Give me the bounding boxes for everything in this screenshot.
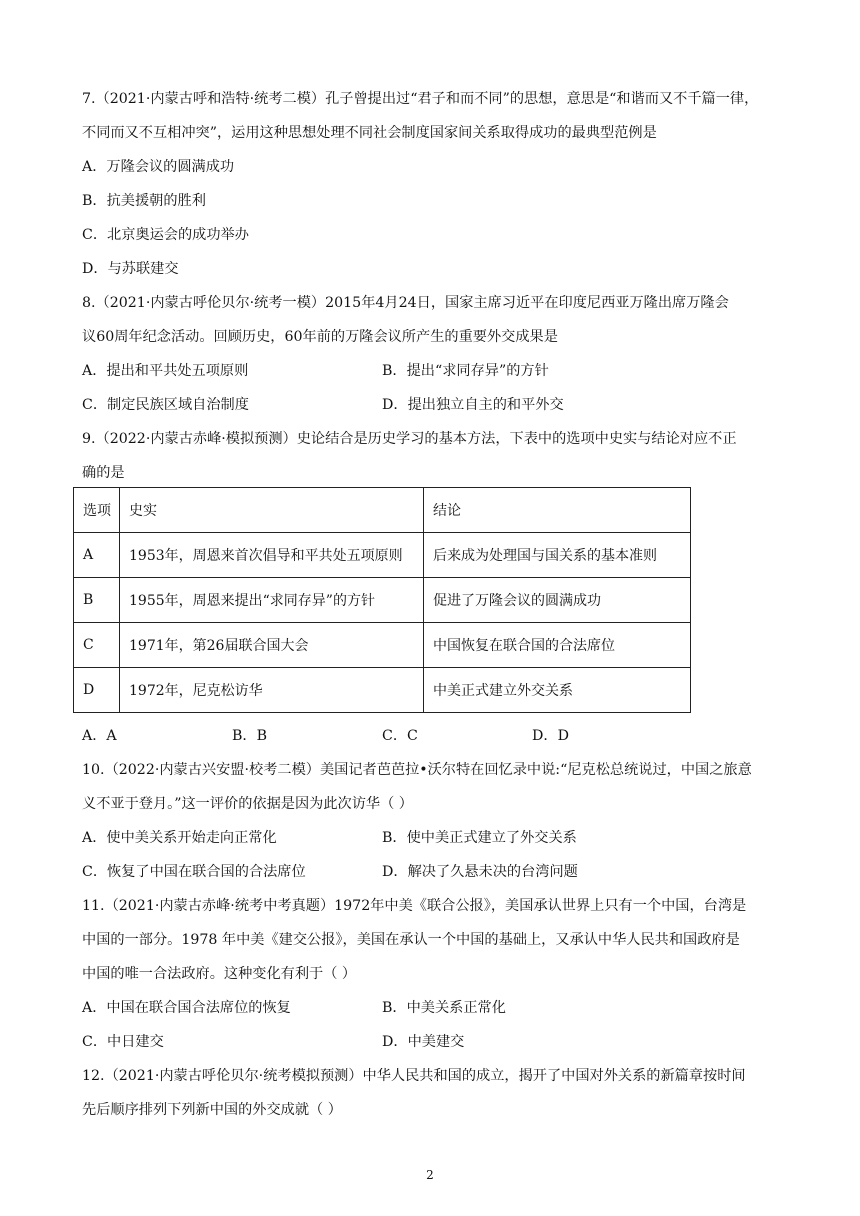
table-cell: A (74, 533, 120, 578)
q7-option-c: C．北京奥运会的成功举办 (82, 227, 249, 243)
table-header-cell: 选项 (74, 488, 120, 533)
q9-facts-table (73, 487, 691, 713)
table-header-cell: 结论 (424, 488, 691, 533)
q10-option-d: D．解决了久悬未决的台湾问题 (382, 864, 578, 880)
q7-stem-line2: 不同而又不互相冲突”，运用这种思想处理不同社会制度国家间关系取得成功的最典型范例是 (82, 125, 657, 141)
q8-stem-line1: 8.（2021·内蒙古呼伦贝尔·统考一模）2015年4月24日，国家主席习近平在印度尼西亚万隆出席万隆会 (82, 295, 729, 311)
table-row (74, 623, 691, 668)
q11-stem-line1: 11.（2021·内蒙古赤峰·统考中考真题）1972年中美《联合公报》，美国承认世界上只有一个中国，台湾是 (82, 898, 747, 914)
q8-option-b: B．提出“求同存异”的方针 (382, 363, 549, 379)
table-cell: 1972年，尼克松访华 (120, 668, 424, 713)
q8-option-d: D．提出独立自主的和平外交 (382, 397, 564, 413)
q7-option-a: A．万隆会议的圆满成功 (82, 159, 235, 175)
q10-option-b: B．使中美正式建立了外交关系 (382, 830, 577, 846)
q9-option-d: D．D (532, 728, 569, 744)
q11-stem-line3: 中国的唯一合法政府。这种变化有利于（ ） (82, 966, 357, 982)
table-row (74, 578, 691, 623)
table-cell: 促进了万隆会议的圆满成功 (424, 578, 691, 623)
table-cell: 1971年，第26届联合国大会 (120, 623, 424, 668)
q7-option-b: B．抗美援朝的胜利 (82, 193, 206, 209)
q11-option-d: D．中美建交 (382, 1034, 465, 1050)
table-cell: 中美正式建立外交关系 (424, 668, 691, 713)
q9-stem-line2: 确的是 (82, 465, 125, 481)
q10-option-a: A．使中美关系开始走向正常化 (82, 830, 277, 846)
table-header-row (74, 488, 691, 533)
q11-option-b: B．中美关系正常化 (382, 1000, 506, 1016)
page-number: 2 (426, 1168, 434, 1182)
q11-option-a: A．中国在联合国合法席位的恢复 (82, 1000, 291, 1016)
table-cell: 后来成为处理国与国关系的基本准则 (424, 533, 691, 578)
q10-option-c: C．恢复了中国在联合国的合法席位 (82, 864, 306, 880)
table-row (74, 668, 691, 713)
q12-stem-line2: 先后顺序排列下列新中国的外交成就（ ） (82, 1102, 342, 1118)
q9-option-b: B．B (232, 728, 268, 744)
q10-stem-line1: 10.（2022·内蒙古兴安盟·校考二模）美国记者芭芭拉•沃尔特在回忆录中说:“尼克松总统说过，中国之旅意 (82, 762, 752, 778)
q12-stem-line1: 12.（2021·内蒙古呼伦贝尔·统考模拟预测）中华人民共和国的成立，揭开了中国对外关系的新篇章按时间 (82, 1068, 746, 1084)
q10-stem-line2: 义不亚于登月。”这一评价的依据是因为此次访华（ ） (82, 796, 413, 812)
table-cell: D (74, 668, 120, 713)
table-cell: 中国恢复在联合国的合法席位 (424, 623, 691, 668)
table-cell: 1953年，周恩来首次倡导和平共处五项原则 (120, 533, 424, 578)
table-cell: 1955年，周恩来提出“求同存异”的方针 (120, 578, 424, 623)
table-row (74, 533, 691, 578)
q11-option-c: C．中日建交 (82, 1034, 164, 1050)
q11-stem-line2: 中国的一部分。1978 年中美《建交公报》，美国在承认一个中国的基础上，又承认中华人民共和国政府是 (82, 932, 740, 948)
q9-option-a: A．A (82, 728, 117, 744)
table-cell: B (74, 578, 120, 623)
q8-option-c: C．制定民族区域自治制度 (82, 397, 249, 413)
q9-option-c: C．C (382, 728, 418, 744)
table-header-cell: 史实 (120, 488, 424, 533)
table-cell: C (74, 623, 120, 668)
q7-option-d: D．与苏联建交 (82, 261, 179, 277)
q9-stem-line1: 9.（2022·内蒙古赤峰·模拟预测）史论结合是历史学习的基本方法，下表中的选项中史实与结论对应不正 (82, 431, 737, 447)
q7-stem-line1: 7.（2021·内蒙古呼和浩特·统考二模）孔子曾提出过“君子和而不同”的思想，意思是“和谐而又不千篇一律， (82, 91, 759, 107)
q8-stem-line2: 议60周年纪念活动。回顾历史，60年前的万隆会议所产生的重要外交成果是 (82, 329, 558, 345)
q8-option-a: A．提出和平共处五项原则 (82, 363, 249, 379)
